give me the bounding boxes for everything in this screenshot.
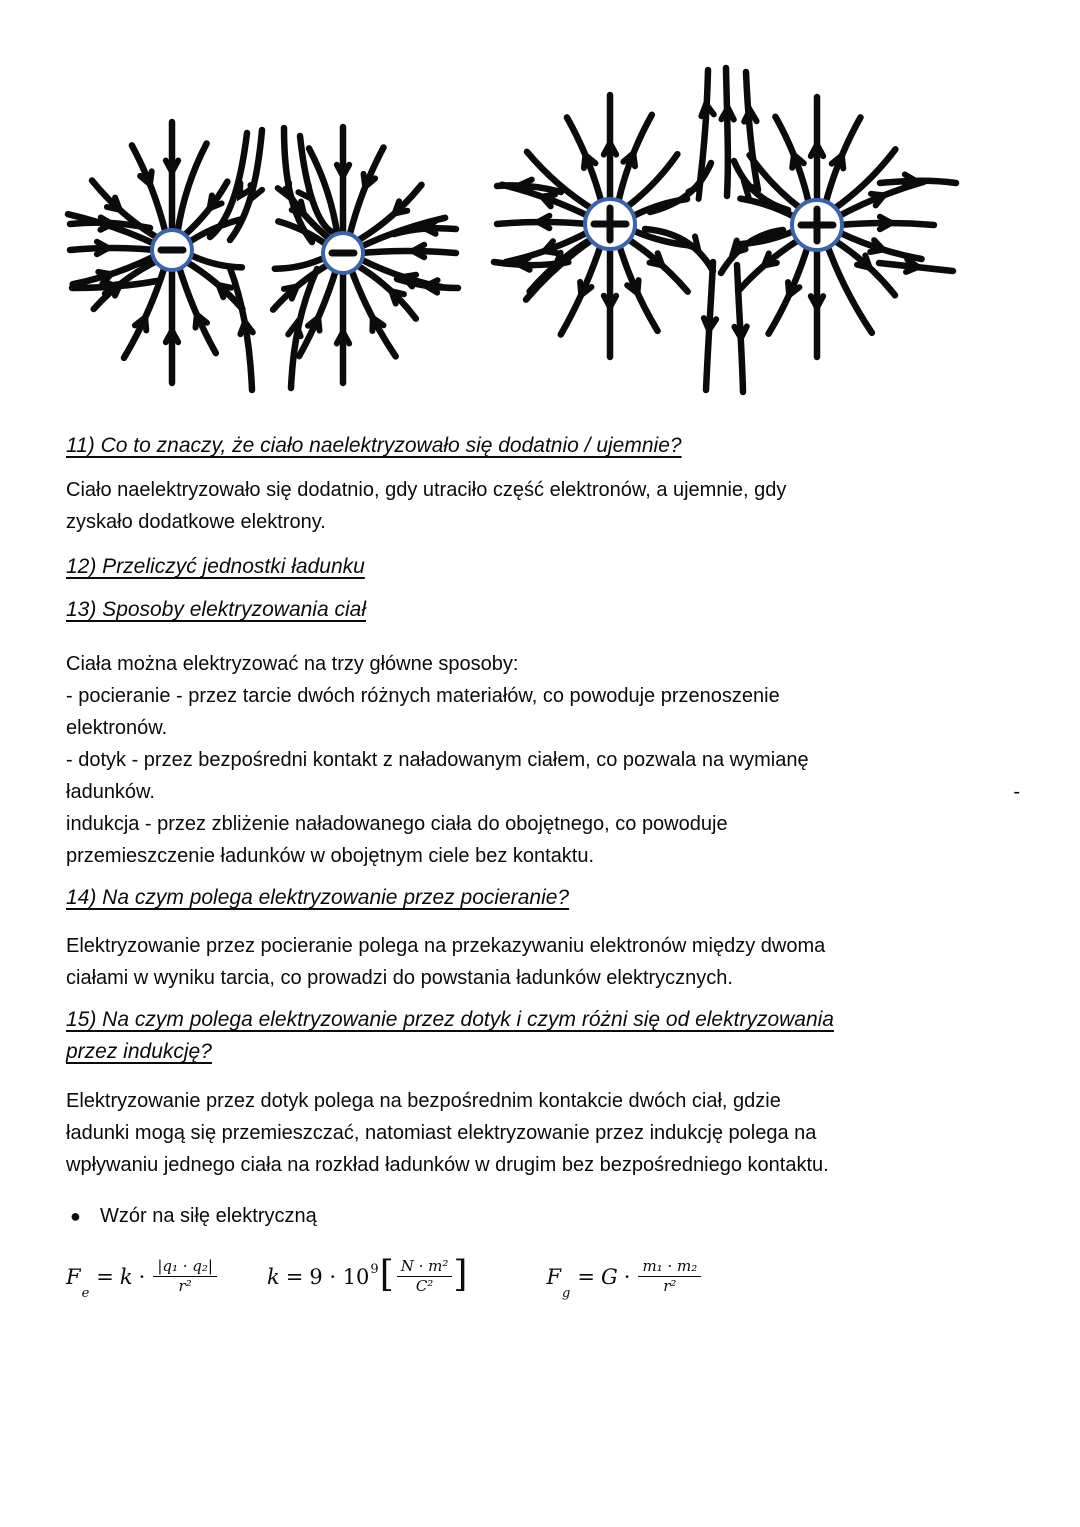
question-12-heading (66, 551, 1014, 583)
answer-11-paragraph (66, 474, 1014, 538)
formula-coulomb-force (66, 1257, 217, 1301)
paragraph-line: elektronów. (66, 717, 168, 739)
fraction-denominator: r² (178, 1277, 192, 1296)
paragraph-line: wpływaniu jednego ciała na rozkład ładunków w drugim bez bezpośredniego kontaktu. (66, 1154, 829, 1176)
paragraph-line (66, 776, 1020, 808)
bullet-item-electric-force-formula (66, 1200, 1014, 1232)
question-13-heading (66, 594, 1014, 626)
multiplication-dot: · (138, 1264, 146, 1289)
field-line (351, 268, 396, 356)
answer-14-paragraph (66, 930, 1014, 994)
paragraph-line: Elektryzowanie przez dotyk polega na bezpośrednim kontakcie dwóch ciał, gdzie (66, 1090, 781, 1112)
field-line (746, 72, 758, 190)
fraction (638, 1258, 701, 1296)
wrapped-hyphen: - (1013, 781, 1020, 803)
fraction (397, 1258, 453, 1296)
equals-sign: = (577, 1264, 595, 1289)
symbol-k: k (266, 1264, 280, 1289)
field-line (726, 68, 728, 196)
heading-text: przez indukcję? (66, 1040, 212, 1063)
subscript-e: e (81, 1285, 90, 1301)
field-line (298, 185, 310, 198)
subscript-g: g (562, 1285, 571, 1301)
fraction-denominator: C² (415, 1277, 434, 1296)
notes-content (66, 430, 1020, 1301)
paragraph-line: Ciała można elektryzować na trzy główne sposoby: (66, 653, 519, 675)
equals-sign: = (96, 1264, 114, 1289)
symbol-F: F (66, 1264, 81, 1289)
formulas-row (66, 1253, 1014, 1301)
fraction-numerator: m₁ · m₂ (638, 1258, 701, 1277)
bullet-icon: ● (70, 1206, 81, 1226)
heading-text: 13) Sposoby elektryzowania ciał (66, 598, 366, 621)
question-11-heading (66, 430, 1014, 462)
paragraph-line-text: ładunków. (66, 781, 155, 803)
field-line (631, 199, 687, 217)
question-15-heading (66, 1004, 1014, 1068)
fraction-numerator: |q₁ · q₂| (153, 1258, 217, 1277)
paragraph-line: indukcja - przez zbliżenie naładowanego ciała do obojętnego, co powoduje (66, 813, 728, 835)
answer-15-paragraph (66, 1085, 1014, 1181)
heading-text: 14) Na czym polega elektryzowanie przez pocieranie? (66, 886, 570, 909)
field-line-diagrams (0, 0, 1080, 432)
symbol-k: k (119, 1264, 133, 1289)
paragraph-line: - pocieranie - przez tarcie dwóch różnych materiałów, co powoduje przenoszenie (66, 685, 780, 707)
paragraph-line: Elektryzowanie przez pocieranie polega na przekazywaniu elektronów między dwoma (66, 935, 826, 957)
paragraph-line: ładunki mogą się przemieszczać, natomiast elektryzowanie przez indukcję polega na (66, 1122, 817, 1144)
formula-coulomb-constant: k = 9 · 10 9 [ $\frac{\text{N · m²}}{\text{C²}}$ ] (266, 1253, 468, 1296)
fraction-numerator: N · m² (397, 1258, 453, 1277)
fraction-denominator: r² (663, 1277, 677, 1296)
multiplication-dot: · (623, 1264, 631, 1289)
question-14-heading (66, 882, 1014, 914)
field-line (278, 183, 289, 196)
paragraph-line: zyskało dodatkowe elektrony. (66, 511, 326, 533)
answer-13-paragraph (66, 648, 1020, 872)
paragraph-line: - dotyk - przez bezpośredni kontakt z naładowanym ciałem, co pozwala na wymianę (66, 749, 809, 771)
heading-text: 12) Przeliczyć jednostki ładunku (66, 555, 365, 578)
diagram-two-positive-charges (494, 68, 956, 392)
symbol-F: F (546, 1264, 562, 1289)
bullet-text: Wzór na siłę elektryczną (100, 1205, 317, 1227)
paragraph-line: przemieszczenie ładunków w obojętnym ciele bez kontaktu. (66, 845, 595, 867)
constant-value: 9 · 10 (309, 1264, 370, 1289)
paragraph-line: ciałami w wyniku tarcia, co prowadzi do powstania ładunków elektrycznych. (66, 967, 733, 989)
formula-gravitational-force (546, 1257, 701, 1301)
paragraph-line: Ciało naelektryzowało się dodatnio, gdy utraciło część elektronów, a ujemnie, gdy (66, 479, 787, 501)
equals-sign: = (285, 1264, 304, 1289)
fraction (153, 1258, 217, 1296)
symbol-G: G (600, 1264, 618, 1289)
diagram-two-negative-charges (68, 122, 458, 390)
exponent-9: 9 (370, 1262, 379, 1278)
heading-text: 11) Co to znaczy, że ciało naelektryzowało się dodatnio / ujemnie? (66, 434, 682, 457)
heading-text: 15) Na czym polega elektryzowanie przez dotyk i czym różni się od elektryzowania (66, 1008, 834, 1031)
